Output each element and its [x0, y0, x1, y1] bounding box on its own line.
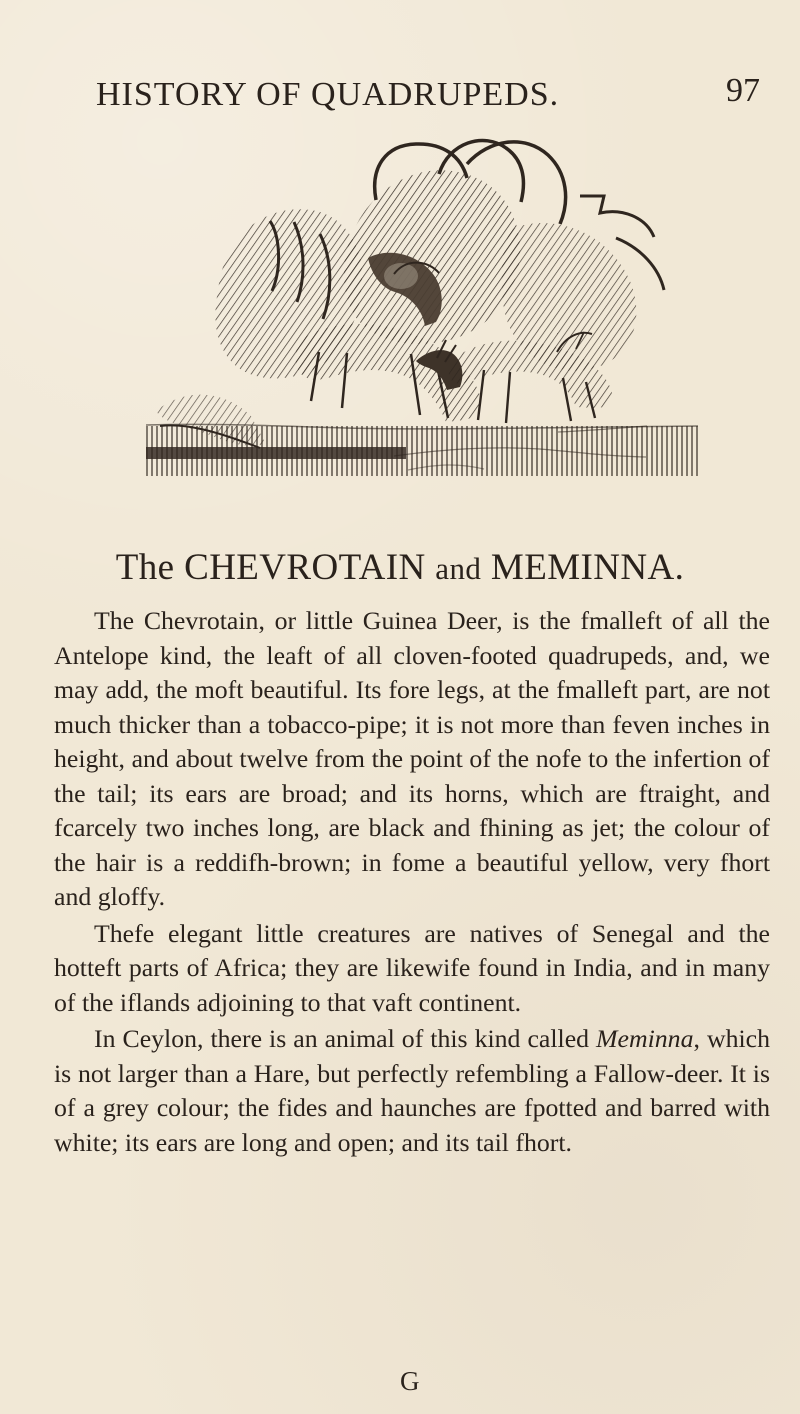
running-head: HISTORY OF QUADRUPEDS.	[96, 76, 560, 113]
signature-mark: G	[400, 1366, 420, 1396]
caption-word-and: and	[435, 551, 482, 586]
caption-word-the: The	[115, 547, 175, 588]
caption-word-chevrotain: CHEVROTAIN	[184, 547, 426, 588]
page-number: 97	[726, 72, 760, 109]
page-header	[0, 72, 800, 118]
caption-word-meminna: MEMINNA.	[490, 547, 685, 588]
paragraph-3-before: In Ceylon, there is an animal of this kind called	[94, 1024, 597, 1053]
body-text	[54, 604, 770, 1160]
paragraph-2: Thefe elegant little creatures are natives of Senegal and the hotteft parts of Africa; they are likewife found in India, and in many of the iflands adjoining to that vaft continent.	[54, 918, 770, 1017]
woodcut-illustration	[146, 126, 698, 534]
paragraph-3-after: , which is not larger than a Hare, but perfectly refembling a Fallow-deer. It is of a grey colour; the fides and haunches are fpotted and barred with white; its ears are long and open; and its tail fhort.	[54, 1024, 770, 1157]
meminna-name: Meminna	[596, 1024, 694, 1053]
plate-caption	[0, 549, 800, 586]
paragraph-1: The Chevrotain, or little Guinea Deer, is the fmalleft of all the Antelope kind, the leaft of all cloven-footed quadrupeds, and, we may add, the moft beautiful. Its fore legs, at the fmalleft part, are not much thicker than a tobacco-pipe; it is not more than feven inches in height, and about twelve from the point of the nofe to the infertion of the tail; its ears are broad; and its horns, which are ftraight, and fcarcely two inches long, are black and fhining as jet; the colour of the hair is a reddifh-brown; in fome a beautiful yellow, very fhort and gloffy.	[54, 606, 770, 911]
paragraph-3	[54, 1022, 770, 1160]
